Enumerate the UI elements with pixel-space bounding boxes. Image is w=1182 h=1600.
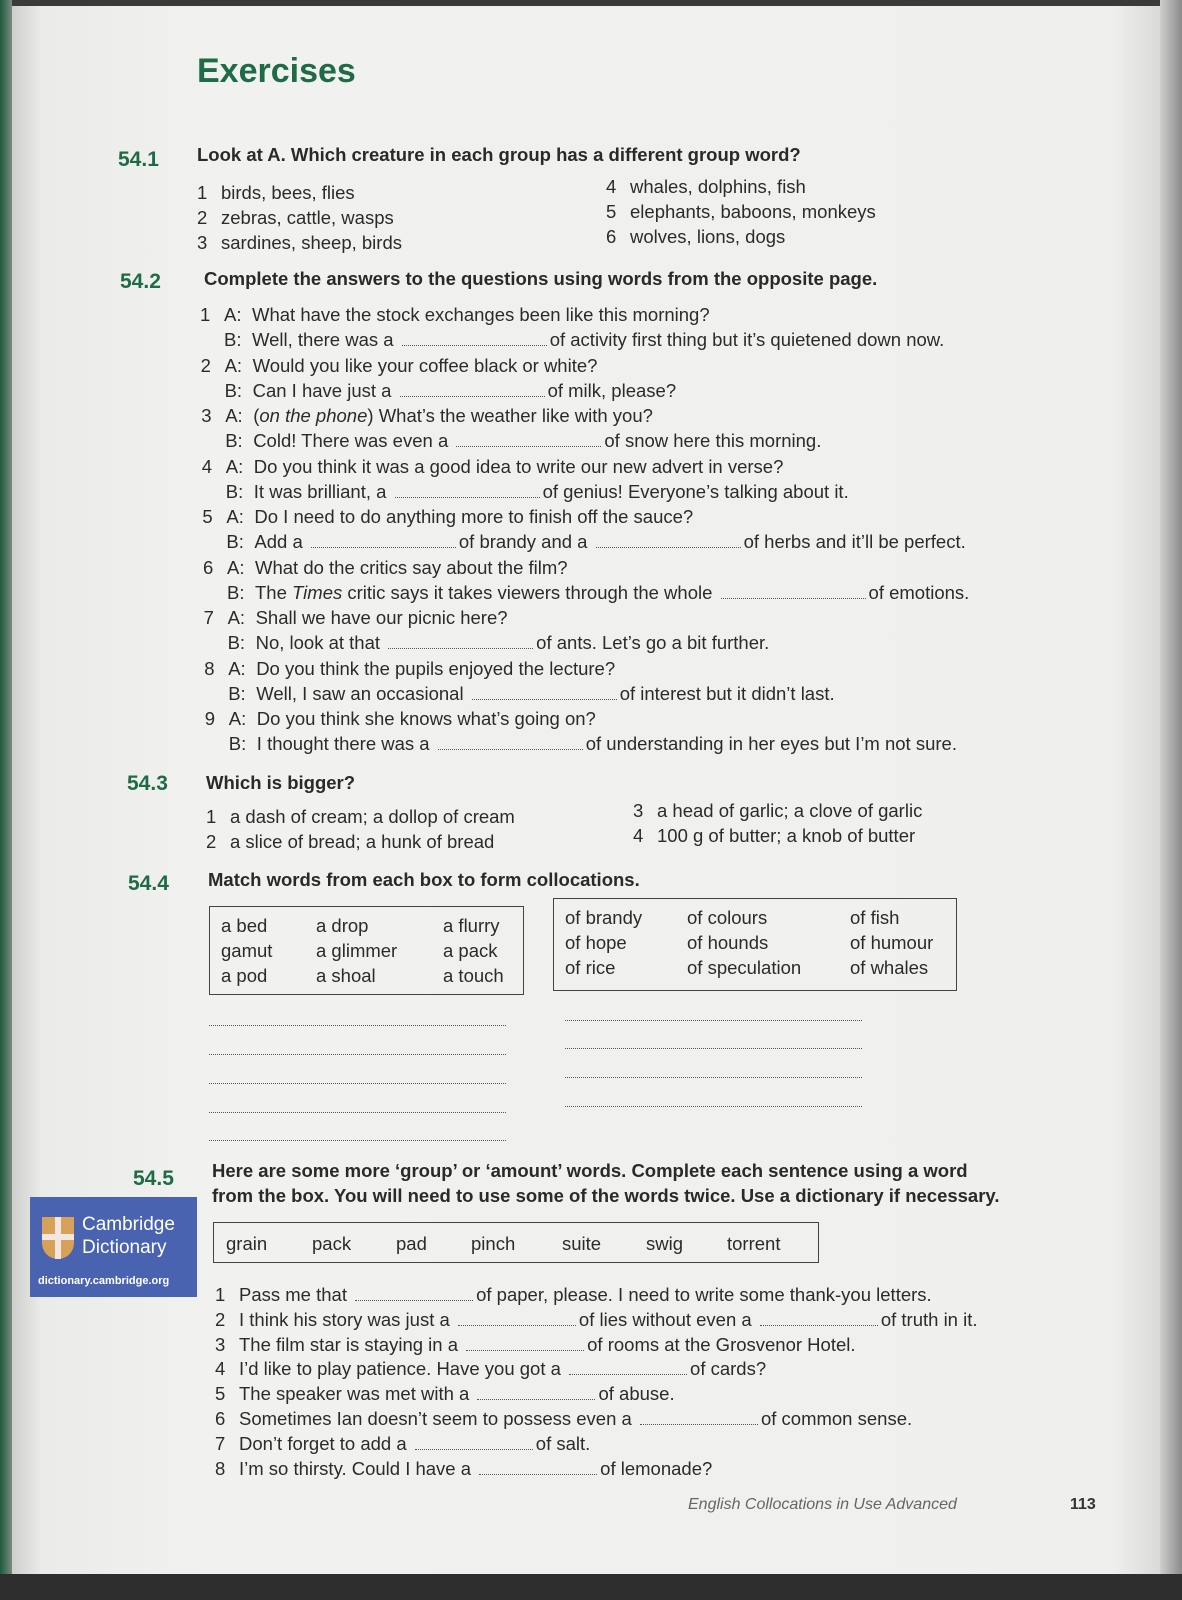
exercise-instruction: Which is bigger? — [206, 772, 356, 793]
speaker-a: A: — [225, 405, 243, 426]
exercise-number: 54.1 — [118, 148, 159, 171]
item-number: 3 — [633, 800, 644, 821]
logo-url: dictionary.cambridge.org — [38, 1275, 170, 1287]
exercise-number: 54.4 — [128, 872, 169, 895]
dialogue-line-a — [204, 605, 508, 630]
box-word: swig — [646, 1233, 684, 1254]
exercise-instruction — [212, 1158, 999, 1208]
item-text: a head of garlic; a clove of garlic — [657, 800, 923, 821]
dialogue-line-b — [227, 580, 969, 605]
text-segment: The — [255, 581, 293, 603]
item-number: 5 — [215, 1383, 226, 1405]
text-segment: Do you think the pupils enjoyed the lecture? — [256, 657, 616, 679]
page-curl — [1160, 0, 1182, 1600]
box-word: torrent — [727, 1233, 781, 1254]
logo-line1: Cambridge — [82, 1214, 175, 1235]
list-item — [197, 230, 402, 255]
text-segment: of common sense. — [760, 1408, 913, 1429]
text-segment: The speaker was met with a — [239, 1383, 475, 1405]
answer-blank[interactable] — [596, 533, 741, 548]
item-number: 2 — [215, 1308, 226, 1330]
text-segment: ) What’s the weather like with you? — [367, 405, 653, 426]
text-segment: Well, I saw an occasional — [256, 682, 469, 704]
answer-line[interactable] — [209, 1025, 506, 1026]
text-segment: of abuse. — [598, 1383, 675, 1405]
item-number: 1 — [206, 806, 217, 827]
answer-blank[interactable] — [640, 1410, 758, 1425]
item-text: 100 g of butter; a knob of butter — [657, 825, 916, 846]
text-segment: of interest but it didn’t last. — [619, 682, 835, 704]
speaker-a: A: — [227, 556, 245, 578]
item-number: 6 — [606, 226, 617, 247]
instruction-line: from the box. You will need to use some of the words twice. Use a dictionary if necessary. — [212, 1185, 1000, 1206]
sentence — [215, 1282, 932, 1307]
item-number: 2 — [206, 831, 217, 852]
answer-blank[interactable] — [395, 483, 540, 498]
list-item — [206, 829, 494, 854]
text-segment: of paper, please. I need to write some thank-you letters. — [476, 1284, 932, 1305]
box-word: of speculation — [687, 957, 802, 978]
answer-blank[interactable] — [477, 1385, 595, 1400]
text-segment: It was brilliant, a — [253, 480, 392, 502]
item-text: whales, dolphins, fish — [630, 176, 806, 197]
text-segment: of emotions. — [868, 581, 970, 603]
sentence — [215, 1332, 856, 1357]
box-word: of hounds — [687, 932, 769, 953]
dialogue-line-a — [204, 656, 615, 681]
box-word: a touch — [443, 965, 504, 986]
answer-blank[interactable] — [458, 1311, 576, 1326]
text-segment: of ants. Let’s go a bit further. — [536, 632, 770, 653]
speaker-b: B: — [225, 430, 243, 451]
sentence — [215, 1431, 590, 1456]
list-item — [606, 174, 806, 199]
list-item — [206, 804, 515, 829]
book-title: English Collocations in Use Advanced — [688, 1496, 957, 1513]
item-number: 7 — [215, 1432, 226, 1454]
sentence — [215, 1307, 978, 1332]
text-segment: of truth in it. — [880, 1308, 978, 1330]
answer-blank[interactable] — [456, 432, 601, 447]
answer-blank[interactable] — [402, 331, 547, 346]
dialogue-line-a — [200, 302, 710, 327]
box-word: of colours — [687, 907, 768, 928]
list-item — [606, 224, 785, 249]
exercise-number: 54.2 — [120, 270, 161, 293]
answer-blank[interactable] — [438, 735, 583, 750]
item-number: 7 — [203, 607, 214, 628]
answer-line[interactable] — [565, 1048, 862, 1049]
speaker-b: B: — [227, 581, 245, 603]
speaker-a: A: — [224, 304, 242, 325]
answer-blank[interactable] — [311, 533, 456, 548]
answer-blank[interactable] — [569, 1360, 687, 1375]
text-segment: of brandy and a — [458, 531, 593, 552]
text-segment: What have the stock exchanges been like this morning? — [252, 304, 710, 325]
item-number: 4 — [606, 176, 617, 197]
text-segment: of activity first thing but it’s quietened down now. — [549, 329, 945, 350]
instruction-line: Here are some more ‘group’ or ‘amount’ words. Complete each sentence using a word — [212, 1160, 968, 1181]
exercise-instruction: Look at A. Which creature in each group has a different group word? — [197, 144, 801, 165]
text-segment: I’d like to play patience. Have you got a — [239, 1358, 567, 1380]
text-segment: Can I have just a — [252, 379, 397, 401]
cambridge-dictionary-logo — [30, 1197, 197, 1297]
exercise-number: 54.3 — [127, 772, 168, 795]
speaker-b: B: — [227, 632, 246, 653]
text-segment: of salt. — [535, 1432, 591, 1454]
box-word: of humour — [850, 932, 934, 953]
speaker-a: A: — [227, 607, 246, 628]
text-segment: The film star is staying in a — [239, 1333, 464, 1355]
dialogue-line-b — [226, 479, 849, 504]
box-word: suite — [562, 1233, 602, 1254]
item-text: sardines, sheep, birds — [221, 232, 402, 253]
item-number: 2 — [200, 354, 211, 376]
item-number: 1 — [215, 1284, 226, 1305]
answer-line[interactable] — [209, 1083, 506, 1084]
box-word: of whales — [850, 957, 929, 978]
text-segment: No, look at that — [255, 632, 386, 653]
sentence — [215, 1381, 675, 1406]
text-segment: Cold! There was even a — [253, 430, 454, 451]
box-word: a glimmer — [316, 940, 398, 961]
item-number: 8 — [204, 657, 215, 679]
box-word: grain — [226, 1233, 268, 1254]
dialogue-line-a — [202, 454, 784, 479]
list-item — [633, 798, 922, 823]
logo-line2: Dictionary — [82, 1237, 167, 1258]
cambridge-shield-icon — [42, 1217, 74, 1259]
speaker-a: A: — [224, 354, 243, 376]
box-word: of hope — [565, 932, 627, 953]
item-number: 1 — [200, 304, 211, 325]
answer-blank[interactable] — [479, 1460, 597, 1475]
exercise-number: 54.5 — [133, 1167, 174, 1190]
word-box-right — [553, 898, 957, 991]
text-segment: of cards? — [690, 1358, 767, 1380]
text-segment: of lemonade? — [600, 1457, 713, 1479]
italic-text: on the phone — [259, 405, 368, 426]
text-segment: Do you think she knows what’s going on? — [256, 708, 596, 729]
answer-blank[interactable] — [388, 634, 533, 649]
speaker-a: A: — [226, 506, 244, 527]
text-segment: I’m so thirsty. Could I have a — [239, 1457, 477, 1479]
item-text: zebras, cattle, wasps — [221, 207, 394, 228]
item-number: 1 — [197, 182, 208, 203]
item-number: 5 — [606, 201, 617, 222]
text-segment: What do the critics say about the film? — [255, 556, 568, 578]
box-word: pad — [396, 1233, 427, 1254]
list-item — [197, 180, 355, 205]
item-text: wolves, lions, dogs — [630, 226, 786, 247]
answer-blank[interactable] — [472, 685, 617, 700]
speaker-a: A: — [228, 657, 246, 679]
speaker-a: A: — [225, 455, 244, 477]
answer-blank[interactable] — [466, 1336, 584, 1351]
item-number: 3 — [197, 232, 208, 253]
item-number: 6 — [215, 1408, 226, 1429]
box-word: a pod — [221, 965, 268, 986]
text-segment: of rooms at the Grosvenor Hotel. — [587, 1333, 856, 1355]
box-word: pinch — [471, 1233, 516, 1254]
item-number: 5 — [202, 506, 213, 527]
item-number: 4 — [633, 825, 644, 846]
dialogue-line-b — [225, 428, 821, 453]
list-item — [633, 823, 915, 848]
list-item — [197, 205, 394, 230]
answer-line[interactable] — [565, 1020, 862, 1021]
sentence — [215, 1406, 912, 1431]
item-text: elephants, baboons, monkeys — [630, 201, 876, 222]
dialogue-line-b — [225, 378, 677, 403]
answer-blank[interactable] — [721, 584, 866, 599]
scan-edge-left — [0, 0, 12, 1600]
item-number: 3 — [215, 1333, 226, 1355]
text-segment: Well, there was a — [252, 329, 399, 350]
page-number: 113 — [1070, 1496, 1096, 1513]
dialogue-line-b — [226, 529, 965, 554]
scan-edge-bottom — [0, 1574, 1182, 1600]
text-segment: Add a — [254, 531, 308, 552]
dialogue-line-a — [205, 706, 596, 731]
text-segment: ( — [253, 405, 260, 426]
dialogue-line-a — [202, 504, 693, 529]
item-number: 4 — [215, 1358, 226, 1380]
dialogue-line-b — [224, 327, 944, 352]
text-segment: Don’t forget to add a — [239, 1432, 412, 1454]
speaker-b: B: — [228, 682, 246, 704]
answer-blank[interactable] — [415, 1435, 533, 1450]
dialogue-line-b — [229, 731, 957, 756]
answer-line[interactable] — [565, 1077, 862, 1078]
box-word: a pack — [443, 940, 498, 961]
text-segment: Do you think it was a good idea to write our new advert in verse? — [253, 455, 784, 477]
item-text: a dash of cream; a dollop of cream — [230, 806, 515, 827]
answer-line[interactable] — [565, 1106, 862, 1107]
word-box-left — [209, 906, 524, 995]
item-number: 2 — [197, 207, 208, 228]
speaker-b: B: — [226, 531, 244, 552]
text-segment: of genius! Everyone’s talking about it. — [542, 480, 849, 502]
box-word: pack — [312, 1233, 352, 1254]
item-number: 8 — [215, 1457, 226, 1479]
item-text: a slice of bread; a hunk of bread — [230, 831, 495, 852]
box-word: of fish — [850, 907, 900, 928]
page-title: Exercises — [197, 52, 356, 90]
dialogue-line-a — [201, 353, 598, 378]
text-segment: of milk, please? — [547, 379, 677, 401]
text-segment: of herbs and it’ll be perfect. — [743, 531, 966, 552]
speaker-b: B: — [224, 379, 243, 401]
speaker-b: B: — [225, 480, 244, 502]
answer-line[interactable] — [209, 1054, 506, 1055]
exercise-instruction: Match words from each box to form collocations. — [208, 869, 640, 890]
text-segment: of snow here this morning. — [604, 430, 822, 451]
text-segment: I thought there was a — [256, 733, 435, 754]
item-number: 9 — [204, 708, 216, 729]
answer-blank[interactable] — [355, 1286, 473, 1301]
box-word: of brandy — [565, 907, 643, 928]
text-segment: of lies without even a — [578, 1308, 757, 1330]
answer-line[interactable] — [209, 1140, 506, 1141]
box-word: a flurry — [443, 915, 500, 936]
sentence — [215, 1356, 766, 1381]
box-word: a drop — [316, 915, 369, 936]
box-word: gamut — [221, 940, 273, 961]
item-number: 3 — [201, 405, 212, 426]
speaker-b: B: — [228, 733, 247, 754]
item-text: birds, bees, flies — [221, 182, 355, 203]
list-item — [606, 199, 876, 224]
text-segment: Shall we have our picnic here? — [255, 607, 508, 628]
answer-blank[interactable] — [400, 382, 545, 397]
box-word: a bed — [221, 915, 268, 936]
sentence — [215, 1456, 712, 1481]
item-number: 4 — [201, 455, 213, 477]
box-word: a shoal — [316, 965, 376, 986]
text-segment: Pass me that — [239, 1284, 353, 1305]
italic-text: Times — [292, 581, 343, 603]
scan-edge-top — [0, 0, 1182, 6]
answer-line[interactable] — [209, 1112, 506, 1113]
answer-blank[interactable] — [760, 1311, 878, 1326]
word-box — [213, 1222, 819, 1263]
dialogue-line-a — [201, 403, 653, 428]
dialogue-line-b — [228, 681, 834, 706]
text-segment: of understanding in her eyes but I’m not sure. — [585, 733, 957, 754]
dialogue-line-b — [228, 630, 770, 655]
text-segment: Sometimes Ian doesn’t seem to possess even a — [239, 1408, 637, 1429]
text-segment: critic says it takes viewers through the whole — [342, 581, 718, 603]
text-segment: I think his story was just a — [239, 1308, 455, 1330]
text-segment: Would you like your coffee black or white? — [252, 354, 598, 376]
dialogue-line-a — [203, 555, 568, 580]
text-segment: Do I need to do anything more to finish off the sauce? — [254, 506, 694, 527]
item-number: 6 — [203, 556, 214, 578]
box-word: of rice — [565, 957, 616, 978]
speaker-a: A: — [228, 708, 247, 729]
speaker-b: B: — [224, 329, 242, 350]
exercise-instruction: Complete the answers to the questions using words from the opposite page. — [204, 268, 878, 289]
